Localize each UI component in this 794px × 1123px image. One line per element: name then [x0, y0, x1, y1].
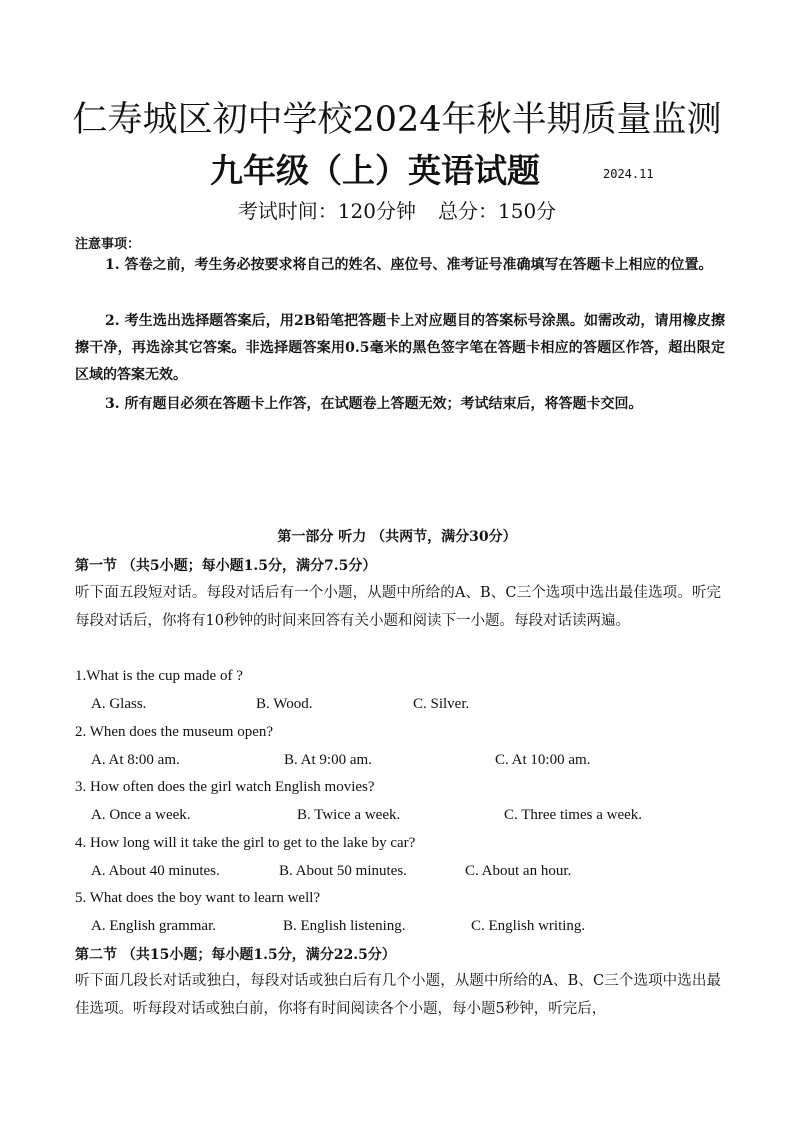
part1-heading: 第一部分 听力 （共两节，满分30分） [277, 529, 517, 545]
section1-heading: 第一节 （共5小题；每小题1.5分，满分7.5分） [75, 558, 377, 574]
option-c: C. English writing. [471, 918, 586, 934]
exam-total-score: 总分：150分 [438, 199, 557, 223]
section2-heading: 第二节 （共15小题；每小题1.5分，满分22.5分） [75, 947, 396, 963]
question-1: 1.What is the cup made of ? [75, 668, 243, 684]
question-2: 2. When does the museum open? [75, 724, 274, 740]
note-item: 1. 答卷之前，考生务必按要求将自己的姓名、座位号、准考证号准确填写在答题卡上相应的位置。 [105, 257, 713, 273]
option-a: A. English grammar. [91, 918, 216, 934]
option-c: C. About an hour. [465, 863, 572, 879]
section1-instructions: 听下面五段短对话。每段对话后有一个小题，从题中所给的A、B、C三个选项中选出最佳选项。听完每段对话后，你将有10秒钟的时间来回答有关小题和阅读下一小题。每段对话读两遍。 [75, 585, 721, 629]
option-c: C. At 10:00 am. [495, 752, 591, 768]
option-b: B. About 50 minutes. [279, 863, 407, 879]
notes-title: 注意事项： [75, 237, 141, 252]
exam-time: 考试时间：120分钟 [237, 199, 416, 223]
option-b: B. At 9:00 am. [284, 752, 372, 768]
option-c: C. Silver. [413, 696, 470, 712]
subtitle-row [0, 145, 794, 189]
option-b: B. Twice a week. [297, 807, 401, 823]
section2-instructions: 听下面几段长对话或独白，每段对话或独白后有几个小题，从题中所给的A、B、C三个选项中选出最佳选项。听每段对话或独白前，你将有时间阅读各个小题，每小题5秒钟，听完后， [75, 973, 721, 1017]
question-4: 4. How long will it take the girl to get to the lake by car? [75, 835, 416, 851]
option-a: A. At 8:00 am. [91, 752, 180, 768]
question-5: 5. What does the boy want to learn well? [75, 890, 321, 906]
option-b: B. English listening. [283, 918, 406, 934]
note-item: 3. 所有题目必须在答题卡上作答，在试题卷上答题无效；考试结束后，将答题卡交回。 [105, 396, 643, 412]
exam-subtitle: 九年级（上）英语试题 [210, 151, 540, 190]
option-a: A. Glass. [91, 696, 147, 712]
question-3: 3. How often does the girl watch English movies? [75, 779, 375, 795]
option-a: A. Once a week. [91, 807, 191, 823]
option-b: B. Wood. [256, 696, 313, 712]
note-item: 2. 考生选出选择题答案后，用2B铅笔把答题卡上对应题目的答案标号涂黑。如需改动，请用橡皮擦擦干净，再选涂其它答案。非选择题答案用0.5毫米的黑色签字笔在答题卡相应的答题区作答，超出限定区域的答案无效。 [75, 313, 725, 383]
option-a: A. About 40 minutes. [91, 863, 220, 879]
exam-date: 2024.11 [603, 167, 654, 181]
exam-title: 仁寿城区初中学校2024年秋半期质量监测 [72, 100, 722, 140]
exam-info [0, 195, 794, 224]
option-c: C. Three times a week. [504, 807, 643, 823]
